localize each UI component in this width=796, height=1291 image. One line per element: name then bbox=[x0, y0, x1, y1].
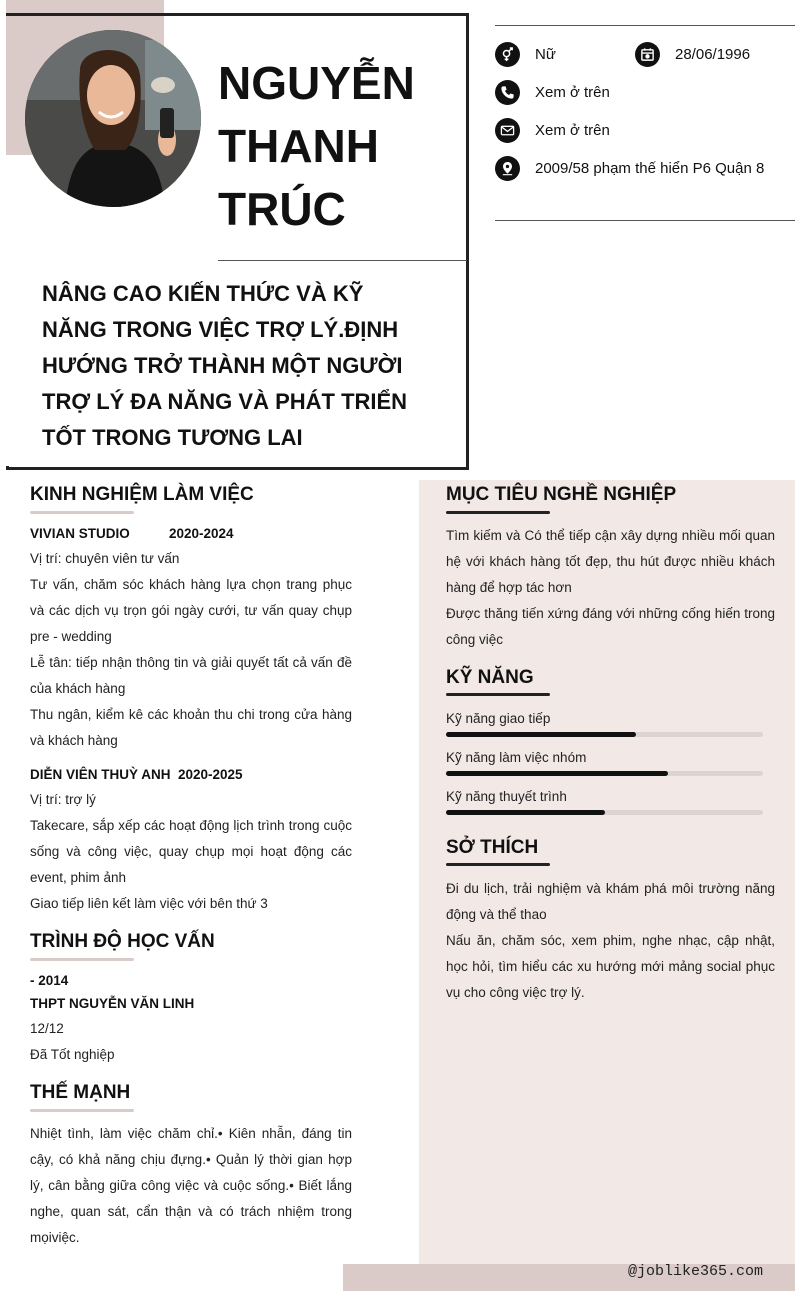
job-2-details bbox=[30, 787, 352, 917]
career-goal-line: Tìm kiếm và Có thể tiếp cận xây dựng nhiều mối quan hệ với khách hàng tốt đẹp, thu hút được nhiều khách hàng để hợp tác hơn bbox=[446, 528, 775, 595]
career-goal-details bbox=[446, 523, 775, 653]
gender-value: Nữ bbox=[535, 46, 556, 63]
profile-photo bbox=[25, 30, 201, 207]
skill-bar-track bbox=[446, 810, 763, 815]
education-underline bbox=[30, 958, 134, 961]
job-1-line: Thu ngân, kiểm kê các khoản thu chi trong cửa hàng và khách hàng bbox=[30, 707, 352, 748]
job-1-line: Lễ tân: tiếp nhận thông tin và giải quyết tất cả vấn đề của khách hàng bbox=[30, 655, 352, 696]
job-2-line: Giao tiếp liên kết làm việc với bên thứ 3 bbox=[30, 896, 268, 911]
contact-gender bbox=[495, 44, 556, 67]
hobbies-details bbox=[446, 876, 775, 1006]
objective-headline: NÂNG CAO KIẾN THỨC VÀ KỸ NĂNG TRONG VIỆC TRỢ LÝ.ĐỊNH HƯỚNG TRỞ THÀNH MỘT NGƯỜI TRỢ LÝ ĐA NĂNG VÀ PHÁT TRIỂN TỐT TRONG TƯƠNG LAI bbox=[42, 281, 408, 450]
hobbies-underline bbox=[446, 863, 550, 866]
job-2-period: 2020-2025 bbox=[178, 767, 243, 782]
job-1-line: Vị trí: chuyên viên tư vấn bbox=[30, 551, 180, 566]
name-line-1: NGUYỄN bbox=[218, 57, 415, 109]
name-line-3: TRÚC bbox=[218, 183, 346, 235]
skill-label: Kỹ năng làm việc nhóm bbox=[446, 750, 587, 765]
hobby-line: Đi du lịch, trải nghiệm và khám phá môi trường năng động và thể thao bbox=[446, 881, 775, 922]
strengths-title: THẾ MẠNH bbox=[30, 1082, 131, 1103]
career-goal-line: Được thăng tiến xứng đáng với những cống hiến trong công việc bbox=[446, 606, 775, 647]
calendar-icon bbox=[635, 42, 660, 67]
birthday-value: 28/06/1996 bbox=[675, 46, 751, 63]
education-status: Đã Tốt nghiệp bbox=[30, 1047, 115, 1062]
gender-icon bbox=[495, 42, 520, 67]
address-value: 2009/58 phạm thế hiển P6 Quận 8 bbox=[535, 160, 765, 177]
skills-title: KỸ NĂNG bbox=[446, 667, 534, 688]
skills-underline bbox=[446, 693, 550, 696]
full-name bbox=[218, 52, 458, 241]
skill-label: Kỹ năng thuyết trình bbox=[446, 789, 567, 804]
skill-bar-fill bbox=[446, 810, 605, 815]
mail-icon bbox=[495, 118, 520, 143]
career-goal-underline bbox=[446, 511, 550, 514]
skill-bar-fill bbox=[446, 771, 668, 776]
career-goal-title: MỤC TIÊU NGHỀ NGHIỆP bbox=[446, 484, 677, 505]
skill-bar-track bbox=[446, 732, 763, 737]
job-1-details bbox=[30, 546, 352, 754]
job-1-header bbox=[30, 521, 234, 547]
job-2-line: Vị trí: trợ lý bbox=[30, 792, 96, 807]
location-icon bbox=[495, 156, 520, 181]
email-value: Xem ở trên bbox=[535, 122, 610, 139]
footer-watermark: @joblike365.com bbox=[628, 1263, 764, 1280]
phone-value: Xem ở trên bbox=[535, 84, 610, 101]
profile-photo-illustration bbox=[25, 30, 201, 207]
job-2-line: Takecare, sắp xếp các hoạt động lịch trình trong cuộc sống và công việc, quay chụp mọi hoạt động các event, phim ảnh bbox=[30, 818, 352, 885]
job-1-company: VIVIAN STUDIO bbox=[30, 526, 130, 541]
contact-block bbox=[495, 25, 795, 221]
hobby-line: Nấu ăn, chăm sóc, xem phim, nghe nhạc, cập nhật, học hỏi, tìm hiểu các xu hướng mới mảng social phục vụ cho công việc trợ lý. bbox=[446, 933, 775, 1000]
name-line-2: THANH bbox=[218, 120, 379, 172]
contact-address bbox=[495, 158, 785, 181]
education-school: THPT NGUYỄN VĂN LINH bbox=[30, 996, 195, 1011]
contact-email bbox=[495, 120, 610, 143]
education-grade: 12/12 bbox=[30, 1021, 64, 1036]
skill-bar-track bbox=[446, 771, 763, 776]
strengths-text: Nhiệt tình, làm việc chăm chỉ.• Kiên nhẫn, đáng tin cậy, có khả năng chịu đựng.• Quản lý thời gian hợp lý, cân bằng giữa công việc và cuộc sống.• Biết lắng nghe, quan sát, cẩn thận và có trách nhiệm trong mọiviệc. bbox=[30, 1126, 352, 1245]
job-1-line: Tư vấn, chăm sóc khách hàng lựa chọn trang phục và các dịch vụ trọn gói ngày cưới, tư vấn quay chụp pre - wedding bbox=[30, 577, 352, 644]
hobbies-title: SỞ THÍCH bbox=[446, 837, 539, 858]
experience-title: KINH NGHIỆM LÀM VIỆC bbox=[30, 484, 254, 505]
education-title: TRÌNH ĐỘ HỌC VẤN bbox=[30, 931, 215, 952]
skill-bar-fill bbox=[446, 732, 636, 737]
contact-birthday bbox=[635, 44, 750, 67]
strengths-underline bbox=[30, 1109, 134, 1112]
phone-icon bbox=[495, 80, 520, 105]
education-period: - 2014 bbox=[30, 973, 69, 988]
job-2-header bbox=[30, 762, 243, 788]
contact-phone bbox=[495, 82, 610, 105]
experience-underline bbox=[30, 511, 134, 514]
skill-label: Kỹ năng giao tiếp bbox=[446, 711, 551, 726]
name-divider bbox=[218, 260, 467, 261]
job-2-company: DIỄN VIÊN THUỲ ANH bbox=[30, 767, 171, 782]
frame-corner bbox=[6, 466, 9, 470]
job-1-period: 2020-2024 bbox=[169, 526, 234, 541]
